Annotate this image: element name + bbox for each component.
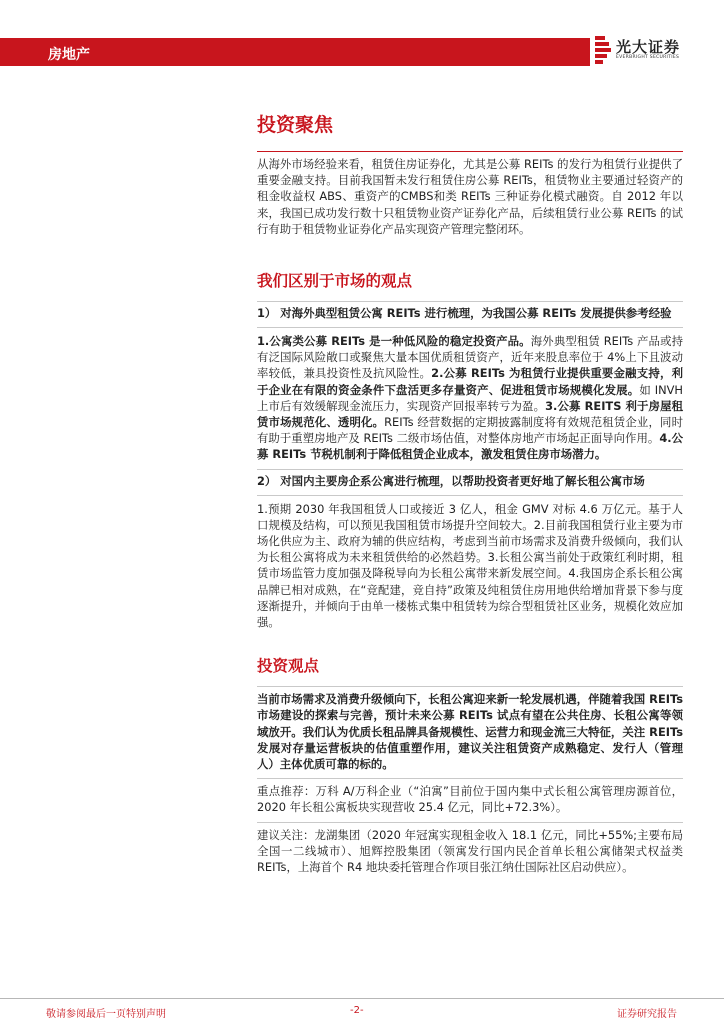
- divider: [257, 495, 683, 496]
- divider: [257, 778, 683, 779]
- point-1-text: 海外典型租赁 REITs 产品或持有泛国际风险敞口或聚焦大量本国优质租赁资产，近年来股息率位于 4%上下且波动率较低，兼具投资性及抗风险性。: [257, 334, 684, 381]
- divider: [257, 301, 683, 302]
- page-number: -2-: [350, 1005, 364, 1016]
- view-paragraph-2: 重点推荐：万科 A/万科企业（“泊寓”目前位于国内集中式长租公寓管理房源首位，2020 年长租公寓板块实现营收 25.4 亿元，同比+72.3%）。: [257, 784, 683, 815]
- difference-paragraph-1: [257, 333, 683, 463]
- point-2-lead: 2.公募 REITs 为租赁行业提供重要金融支持，利于企业在有限的资金条件下盘活更多存量资产、促进租赁市场规模化发展。: [257, 366, 683, 397]
- footer-disclaimer: 敬请参阅最后一页特别声明: [46, 1009, 166, 1020]
- point-3-text: REITs 经营数据的定期披露制度将有效规范租赁企业，同时有助于重塑房地产及 REITs 二级市场估值，对整体房地产市场起正面导向作用。: [257, 415, 683, 446]
- point-4-lead: 4.公募 REITs 节税机制利于降低租赁企业成本，激发租赁住房市场潜力。: [257, 431, 683, 462]
- main-content: [257, 104, 683, 875]
- difference-sub2: 2） 对国内主要房企系公寓进行梳理，以帮助投资者更好地了解长租公寓市场: [257, 473, 645, 488]
- focus-title: 投资聚焦: [257, 114, 334, 136]
- view-title: 投资观点: [257, 657, 320, 676]
- divider: [257, 327, 683, 328]
- focus-paragraph: 从海外市场经验来看，租赁住房证券化，尤其是公募 REITs 的发行为租赁行业提供了重要金融支持。目前我国暂未发行租赁住房公募 REITs，租赁物业主要通过轻资产的租金收益权 ABS、重资产的CMBS和类 REITs 三种证券化模式融资。自 2012 年以来，我国已成功发行数十只租赁物业资产证券化产品，后续租赁行业公募 REITs 的试行有助于租赁物业证券化产品实现资产管理完整闭环。: [257, 157, 683, 236]
- difference-paragraph-2: 1.预期 2030 年我国租赁人口或接近 3 亿人，租金 GMV 对标 4.6 万亿元。基于人口规模及结构，可以预见我国租赁市场提升空间较大。2.目前我国租赁行业主要为市场化供应为主、政府为辅的供应结构，考虑到当前市场需求及消费升级倾向，我们认为长租公寓将成为未来租赁供给的必然趋势。3.长租公寓当前处于政策红利时期，租赁市场监管力度加强及降税导向为长租公寓带来新发展空间。4.我国房企系长租公寓品牌已相对成熟，在“竞配建，竞自持”政策及纯租赁住房用地供给增加背景下参与度逐渐提升，并倾向于由单一楼栋式集中租赁转为综合型租赁社区业务，规模化效应加强。: [257, 501, 683, 630]
- difference-sub1: 1） 对海外典型租赁公寓 REITs 进行梳理，为我国公募 REITs 发展提供参考经验: [257, 306, 672, 321]
- divider: [257, 151, 683, 152]
- difference-title: 我们区别于市场的观点: [257, 272, 413, 291]
- logo-mark-icon: [593, 36, 613, 64]
- footer-report-type: 证券研究报告: [617, 1009, 677, 1020]
- point-2-text: 如 INVH 上市后有效缓解现金流压力，实现资产回报率转亏为盈。: [257, 382, 683, 413]
- divider: [257, 686, 683, 687]
- header-bar: [0, 38, 590, 66]
- view-paragraph-1: 当前市场需求及消费升级倾向下，长租公寓迎来新一轮发展机遇，伴随着我国 REITs 市场建设的探索与完善，预计未来公募 REITs 试点有望在公共住房、长租公寓等领域放开。我们认为优质长租品牌具备规模性、运营力和现金流三大特征，关注 REITs 发展对存量运营板块的估值重塑作用，建议关注租赁资产成熟稳定、发行人（管理人）主体优质可靠的标的。: [257, 692, 683, 772]
- divider: [257, 822, 683, 823]
- view-paragraph-3: 建议关注：龙湖集团（2020 年冠寓实现租金收入 18.1 亿元，同比+55%;主要布局全国一二线城市）、旭辉控股集团（领寓发行国内民企首单长租公寓储架式权益类 REITs，上海首个 R4 地块委托管理合作项目张江纳仕国际社区启动供应）。: [257, 827, 683, 875]
- logo-text-en: EVERBRIGHT SECURITIES: [616, 55, 680, 60]
- footer-divider: [0, 998, 724, 999]
- divider: [257, 469, 683, 470]
- point-3-lead: 3.公募 REITS 利于房屋租赁市场规范化、透明化。: [257, 398, 683, 430]
- point-1-lead: 1.公寓类公募 REITs 是一种低风险的稳定投资产品。: [257, 334, 531, 349]
- section-tag: 房地产: [48, 47, 90, 63]
- logo-text-cn: 光大证券: [616, 38, 681, 56]
- company-logo: [593, 34, 693, 68]
